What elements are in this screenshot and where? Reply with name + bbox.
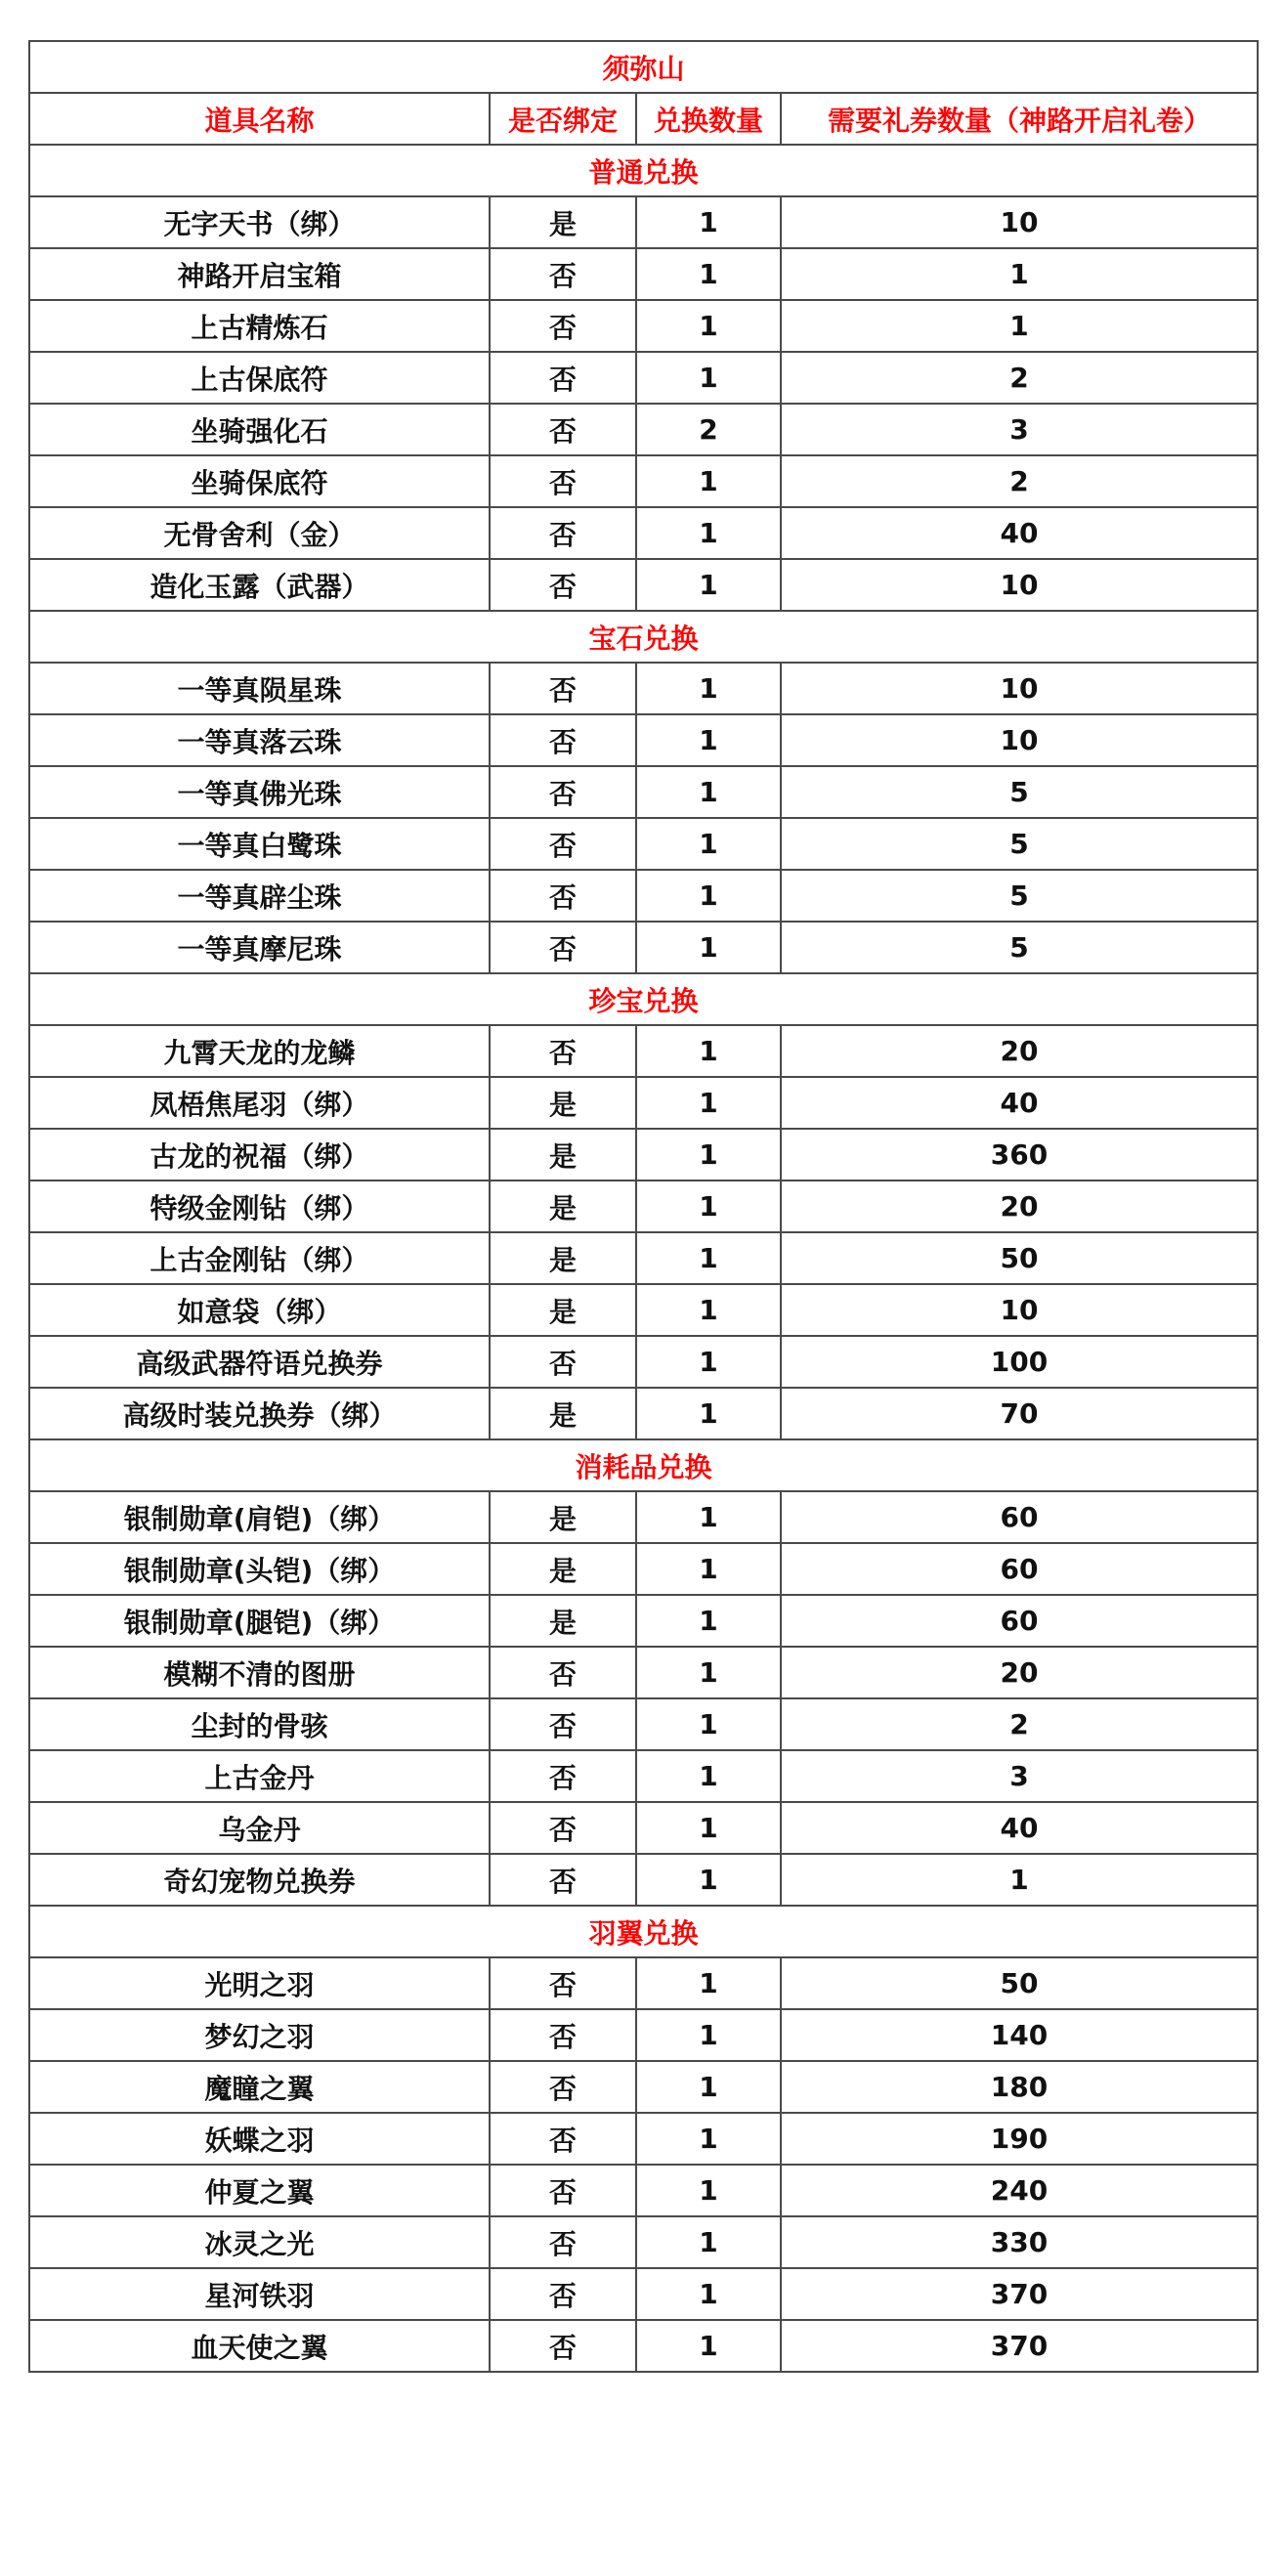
- quantity-cell: 1: [636, 870, 781, 922]
- quantity-cell: 1: [636, 1077, 781, 1129]
- item-name-cell: 星河铁羽: [29, 2268, 490, 2320]
- item-name-cell: 银制勋章(肩铠)（绑）: [29, 1491, 490, 1543]
- section-header-row: [29, 1439, 1258, 1491]
- quantity-cell: 1: [636, 1284, 781, 1336]
- cost-cell: 3: [781, 1750, 1258, 1802]
- table-row: [29, 1647, 1258, 1698]
- column-header-bound: 是否绑定: [490, 93, 636, 145]
- section-title: 珍宝兑换: [29, 973, 1258, 1025]
- table-row: [29, 1543, 1258, 1595]
- item-name-cell: 九霄天龙的龙鳞: [29, 1025, 490, 1077]
- table-row: [29, 2216, 1258, 2268]
- cost-cell: 20: [781, 1647, 1258, 1698]
- quantity-cell: 1: [636, 1129, 781, 1181]
- section-header-row: [29, 973, 1258, 1025]
- cost-cell: 1: [781, 248, 1258, 300]
- table-row: [29, 663, 1258, 714]
- table-row: [29, 196, 1258, 248]
- quantity-cell: 1: [636, 455, 781, 507]
- quantity-cell: 1: [636, 1750, 781, 1802]
- table-row: [29, 2113, 1258, 2165]
- table-row: [29, 1802, 1258, 1854]
- bound-cell: 否: [490, 1750, 636, 1802]
- cost-cell: 360: [781, 1129, 1258, 1181]
- bound-cell: 否: [490, 714, 636, 766]
- cost-cell: 140: [781, 2009, 1258, 2061]
- cost-cell: 60: [781, 1595, 1258, 1647]
- quantity-cell: 1: [636, 2061, 781, 2113]
- quantity-cell: 1: [636, 922, 781, 973]
- bound-cell: 否: [490, 922, 636, 973]
- exchange-table: [28, 40, 1259, 2373]
- table-row: [29, 1025, 1258, 1077]
- bound-cell: 否: [490, 1957, 636, 2009]
- item-name-cell: 一等真佛光珠: [29, 766, 490, 818]
- item-name-cell: 上古保底符: [29, 352, 490, 404]
- cost-cell: 2: [781, 1698, 1258, 1750]
- cost-cell: 40: [781, 1802, 1258, 1854]
- quantity-cell: 1: [636, 559, 781, 611]
- cost-cell: 20: [781, 1025, 1258, 1077]
- table-row: [29, 2320, 1258, 2372]
- bound-cell: 否: [490, 1802, 636, 1854]
- quantity-cell: 1: [636, 2320, 781, 2372]
- table-row: [29, 1595, 1258, 1647]
- cost-cell: 1: [781, 1854, 1258, 1906]
- cost-cell: 40: [781, 1077, 1258, 1129]
- cost-cell: 370: [781, 2268, 1258, 2320]
- item-name-cell: 高级时装兑换券（绑）: [29, 1388, 490, 1439]
- quantity-cell: 1: [636, 766, 781, 818]
- cost-cell: 70: [781, 1388, 1258, 1439]
- quantity-cell: 1: [636, 1388, 781, 1439]
- bound-cell: 否: [490, 1336, 636, 1388]
- item-name-cell: 银制勋章(腿铠)（绑）: [29, 1595, 490, 1647]
- item-name-cell: 梦幻之羽: [29, 2009, 490, 2061]
- bound-cell: 否: [490, 1698, 636, 1750]
- quantity-cell: 1: [636, 2113, 781, 2165]
- table-row: [29, 455, 1258, 507]
- cost-cell: 10: [781, 1284, 1258, 1336]
- cost-cell: 100: [781, 1336, 1258, 1388]
- item-name-cell: 坐骑保底符: [29, 455, 490, 507]
- item-name-cell: 上古金丹: [29, 1750, 490, 1802]
- table-row: [29, 2061, 1258, 2113]
- quantity-cell: 1: [636, 663, 781, 714]
- column-header-row: [29, 93, 1258, 145]
- bound-cell: 否: [490, 870, 636, 922]
- bound-cell: 是: [490, 1129, 636, 1181]
- table-row: [29, 1698, 1258, 1750]
- cost-cell: 2: [781, 352, 1258, 404]
- item-name-cell: 古龙的祝福（绑）: [29, 1129, 490, 1181]
- bound-cell: 否: [490, 2061, 636, 2113]
- item-name-cell: 一等真摩尼珠: [29, 922, 490, 973]
- column-header-quantity: 兑换数量: [636, 93, 781, 145]
- bound-cell: 是: [490, 1491, 636, 1543]
- table-row: [29, 2268, 1258, 2320]
- bound-cell: 否: [490, 455, 636, 507]
- bound-cell: 否: [490, 248, 636, 300]
- table-row: [29, 1181, 1258, 1232]
- quantity-cell: 1: [636, 1336, 781, 1388]
- bound-cell: 是: [490, 1284, 636, 1336]
- item-name-cell: 一等真落云珠: [29, 714, 490, 766]
- quantity-cell: 1: [636, 507, 781, 559]
- item-name-cell: 造化玉露（武器）: [29, 559, 490, 611]
- bound-cell: 是: [490, 1595, 636, 1647]
- table-row: [29, 870, 1258, 922]
- cost-cell: 5: [781, 870, 1258, 922]
- table-row: [29, 1750, 1258, 1802]
- bound-cell: 否: [490, 559, 636, 611]
- table-row: [29, 922, 1258, 973]
- section-title: 宝石兑换: [29, 611, 1258, 663]
- cost-cell: 20: [781, 1181, 1258, 1232]
- bound-cell: 否: [490, 1854, 636, 1906]
- item-name-cell: 血天使之翼: [29, 2320, 490, 2372]
- bound-cell: 否: [490, 507, 636, 559]
- quantity-cell: 1: [636, 1957, 781, 2009]
- bound-cell: 否: [490, 2165, 636, 2216]
- table-title-row: [29, 41, 1258, 93]
- cost-cell: 60: [781, 1491, 1258, 1543]
- cost-cell: 10: [781, 714, 1258, 766]
- quantity-cell: 1: [636, 1543, 781, 1595]
- bound-cell: 否: [490, 2009, 636, 2061]
- bound-cell: 否: [490, 2320, 636, 2372]
- bound-cell: 是: [490, 1232, 636, 1284]
- quantity-cell: 1: [636, 300, 781, 352]
- quantity-cell: 1: [636, 714, 781, 766]
- cost-cell: 2: [781, 455, 1258, 507]
- cost-cell: 240: [781, 2165, 1258, 2216]
- item-name-cell: 上古金刚钻（绑）: [29, 1232, 490, 1284]
- quantity-cell: 1: [636, 1232, 781, 1284]
- table-row: [29, 1957, 1258, 2009]
- bound-cell: 否: [490, 1647, 636, 1698]
- table-row: [29, 1284, 1258, 1336]
- quantity-cell: 1: [636, 1595, 781, 1647]
- item-name-cell: 妖蝶之羽: [29, 2113, 490, 2165]
- cost-cell: 5: [781, 922, 1258, 973]
- quantity-cell: 1: [636, 1802, 781, 1854]
- bound-cell: 否: [490, 2216, 636, 2268]
- quantity-cell: 1: [636, 196, 781, 248]
- table-row: [29, 1129, 1258, 1181]
- quantity-cell: 1: [636, 352, 781, 404]
- item-name-cell: 无骨舍利（金）: [29, 507, 490, 559]
- bound-cell: 否: [490, 2268, 636, 2320]
- quantity-cell: 1: [636, 248, 781, 300]
- cost-cell: 10: [781, 196, 1258, 248]
- item-name-cell: 光明之羽: [29, 1957, 490, 2009]
- bound-cell: 是: [490, 1077, 636, 1129]
- table-row: [29, 1336, 1258, 1388]
- quantity-cell: 1: [636, 818, 781, 870]
- table-row: [29, 404, 1258, 455]
- item-name-cell: 一等真辟尘珠: [29, 870, 490, 922]
- bound-cell: 否: [490, 663, 636, 714]
- cost-cell: 10: [781, 559, 1258, 611]
- item-name-cell: 一等真陨星珠: [29, 663, 490, 714]
- quantity-cell: 1: [636, 1491, 781, 1543]
- bound-cell: 是: [490, 1181, 636, 1232]
- cost-cell: 50: [781, 1232, 1258, 1284]
- item-name-cell: 无字天书（绑）: [29, 196, 490, 248]
- bound-cell: 是: [490, 1543, 636, 1595]
- table-title: 须弥山: [29, 41, 1258, 93]
- item-name-cell: 模糊不清的图册: [29, 1647, 490, 1698]
- section-title: 普通兑换: [29, 145, 1258, 196]
- quantity-cell: 1: [636, 1025, 781, 1077]
- quantity-cell: 1: [636, 1181, 781, 1232]
- item-name-cell: 凤梧焦尾羽（绑）: [29, 1077, 490, 1129]
- table-row: [29, 559, 1258, 611]
- cost-cell: 10: [781, 663, 1258, 714]
- item-name-cell: 如意袋（绑）: [29, 1284, 490, 1336]
- table-row: [29, 1077, 1258, 1129]
- bound-cell: 否: [490, 766, 636, 818]
- exchange-table-body: [29, 41, 1258, 2372]
- quantity-cell: 1: [636, 2268, 781, 2320]
- cost-cell: 370: [781, 2320, 1258, 2372]
- table-row: [29, 1232, 1258, 1284]
- table-row: [29, 352, 1258, 404]
- exchange-table-sheet: [28, 40, 1257, 2373]
- item-name-cell: 魔瞳之翼: [29, 2061, 490, 2113]
- item-name-cell: 奇幻宠物兑换券: [29, 1854, 490, 1906]
- cost-cell: 180: [781, 2061, 1258, 2113]
- cost-cell: 40: [781, 507, 1258, 559]
- cost-cell: 190: [781, 2113, 1258, 2165]
- table-row: [29, 1491, 1258, 1543]
- bound-cell: 否: [490, 404, 636, 455]
- item-name-cell: 冰灵之光: [29, 2216, 490, 2268]
- quantity-cell: 1: [636, 2165, 781, 2216]
- quantity-cell: 1: [636, 1647, 781, 1698]
- item-name-cell: 仲夏之翼: [29, 2165, 490, 2216]
- cost-cell: 1: [781, 300, 1258, 352]
- quantity-cell: 1: [636, 2216, 781, 2268]
- quantity-cell: 1: [636, 1854, 781, 1906]
- column-header-cost: 需要礼券数量（神路开启礼卷）: [781, 93, 1258, 145]
- item-name-cell: 高级武器符语兑换券: [29, 1336, 490, 1388]
- section-title: 消耗品兑换: [29, 1439, 1258, 1491]
- table-row: [29, 766, 1258, 818]
- bound-cell: 否: [490, 818, 636, 870]
- quantity-cell: 2: [636, 404, 781, 455]
- table-row: [29, 818, 1258, 870]
- bound-cell: 是: [490, 196, 636, 248]
- item-name-cell: 坐骑强化石: [29, 404, 490, 455]
- table-row: [29, 1388, 1258, 1439]
- item-name-cell: 尘封的骨骇: [29, 1698, 490, 1750]
- cost-cell: 60: [781, 1543, 1258, 1595]
- item-name-cell: 上古精炼石: [29, 300, 490, 352]
- quantity-cell: 1: [636, 2009, 781, 2061]
- item-name-cell: 乌金丹: [29, 1802, 490, 1854]
- bound-cell: 否: [490, 2113, 636, 2165]
- bound-cell: 否: [490, 1025, 636, 1077]
- section-header-row: [29, 611, 1258, 663]
- table-row: [29, 714, 1258, 766]
- table-row: [29, 507, 1258, 559]
- item-name-cell: 特级金刚钻（绑）: [29, 1181, 490, 1232]
- bound-cell: 否: [490, 352, 636, 404]
- table-row: [29, 2165, 1258, 2216]
- table-row: [29, 1854, 1258, 1906]
- cost-cell: 330: [781, 2216, 1258, 2268]
- cost-cell: 50: [781, 1957, 1258, 2009]
- cost-cell: 3: [781, 404, 1258, 455]
- cost-cell: 5: [781, 818, 1258, 870]
- table-row: [29, 248, 1258, 300]
- quantity-cell: 1: [636, 1698, 781, 1750]
- cost-cell: 5: [781, 766, 1258, 818]
- section-title: 羽翼兑换: [29, 1906, 1258, 1957]
- item-name-cell: 一等真白鹭珠: [29, 818, 490, 870]
- section-header-row: [29, 145, 1258, 196]
- table-row: [29, 2009, 1258, 2061]
- column-header-name: 道具名称: [29, 93, 490, 145]
- bound-cell: 否: [490, 300, 636, 352]
- item-name-cell: 银制勋章(头铠)（绑）: [29, 1543, 490, 1595]
- item-name-cell: 神路开启宝箱: [29, 248, 490, 300]
- table-row: [29, 300, 1258, 352]
- bound-cell: 是: [490, 1388, 636, 1439]
- section-header-row: [29, 1906, 1258, 1957]
